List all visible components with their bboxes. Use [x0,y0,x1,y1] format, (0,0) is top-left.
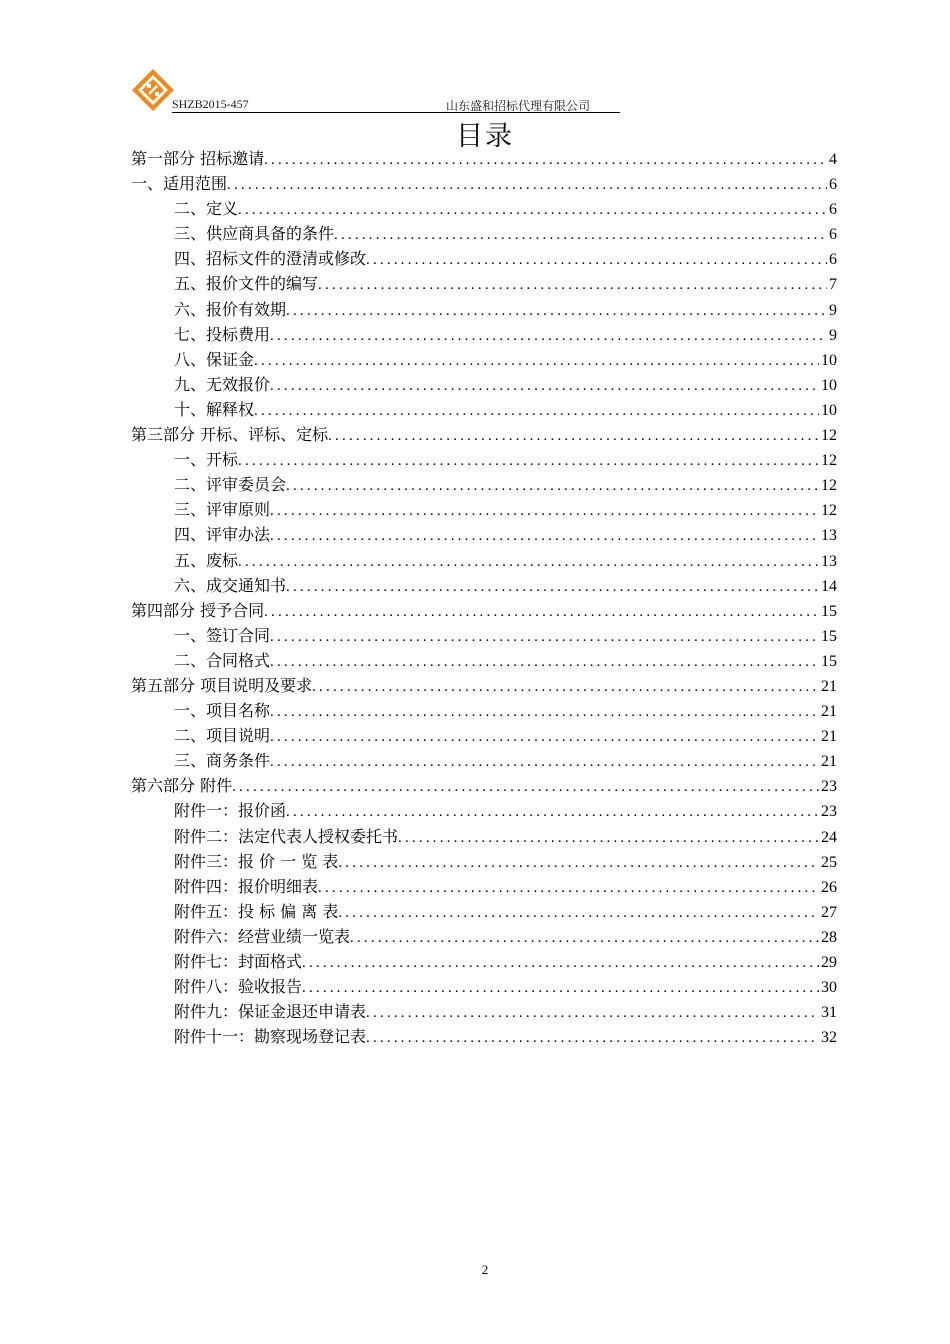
toc-entry-label: 二、评审委员会 [174,475,287,495]
toc-entry[interactable] [131,773,837,798]
toc-entry[interactable] [131,974,837,999]
toc-leader-dots [338,901,819,926]
toc-entry-page: 23 [821,803,837,821]
toc-leader-dots [312,675,819,700]
toc-entry[interactable] [131,372,837,397]
toc-entry-label: 三、评审原则 [174,500,271,520]
toc-entry[interactable] [131,146,837,171]
toc-leader-dots [398,826,819,851]
toc-entry[interactable] [131,949,837,974]
toc-entry-label: 一、项目名称 [174,701,271,721]
toc-leader-dots [318,876,819,901]
toc-entry[interactable] [131,472,837,497]
toc-entry[interactable] [131,297,837,322]
toc-leader-dots [264,148,827,173]
toc-entry-label: 六、成交通知书 [174,575,287,595]
toc-entry-page: 9 [829,301,837,319]
toc-leader-dots [334,223,827,248]
toc-entry-label: 七、投标费用 [174,324,271,344]
toc-leader-dots [227,173,827,198]
header-rule [172,112,620,113]
toc-entry-label: 第四部分 授予合同 [131,600,265,620]
toc-entry[interactable] [131,1024,837,1049]
toc-leader-dots [286,474,819,499]
toc-entry-page: 32 [821,1029,837,1047]
toc-entry-label: 附件五：投 标 偏 离 表 [174,901,339,921]
toc-entry-page: 15 [821,652,837,670]
toc-entry-page: 23 [821,778,837,796]
toc-leader-dots [270,524,819,549]
toc-entry-page: 12 [821,452,837,470]
toc-leader-dots [366,1026,819,1051]
toc-entry-page: 10 [821,401,837,419]
toc-leader-dots [270,499,819,524]
toc-entry-label: 二、项目说明 [174,726,271,746]
toc-entry[interactable] [131,748,837,773]
toc-leader-dots [350,926,819,951]
toc-entry-page: 10 [821,376,837,394]
toc-leader-dots [270,700,819,725]
toc-leader-dots [254,349,819,374]
toc-entry-page: 6 [829,176,837,194]
toc-entry-label: 六、报价有效期 [174,299,287,319]
toc-entry[interactable] [131,548,837,573]
toc-entry-label: 一、适用范围 [131,174,228,194]
toc-leader-dots [286,299,827,324]
toc-entry-page: 6 [829,251,837,269]
toc-entry-page: 21 [821,728,837,746]
toc-leader-dots [302,951,819,976]
toc-entry-label: 一、签订合同 [174,625,271,645]
toc-entry-page: 6 [829,201,837,219]
toc-entry[interactable] [131,798,837,823]
toc-entry-page: 7 [829,276,837,294]
toc-entry-page: 25 [821,853,837,871]
toc-entry-page: 10 [821,351,837,369]
toc-leader-dots [270,374,819,399]
toc-leader-dots [270,650,819,675]
toc-leader-dots [238,449,819,474]
page-number: 2 [481,1262,489,1277]
toc-entry-label: 五、废标 [174,550,239,570]
toc-entry-page: 24 [821,828,837,846]
toc-entry[interactable] [131,698,837,723]
toc-entry[interactable] [131,648,837,673]
toc-entry-page: 28 [821,928,837,946]
toc-entry[interactable] [131,598,837,623]
toc-entry-label: 八、保证金 [174,349,255,369]
toc-leader-dots [328,424,819,449]
toc-entry-page: 21 [821,703,837,721]
toc-entry[interactable] [131,723,837,748]
toc-leader-dots [286,575,819,600]
toc-leader-dots [264,600,819,625]
toc-entry-label: 附件二：法定代表人授权委托书 [174,826,399,846]
toc-entry[interactable] [131,196,837,221]
toc-entry[interactable] [131,246,837,271]
toc-entry-page: 12 [821,427,837,445]
company-logo-icon [130,67,176,113]
toc-entry-label: 第五部分 项目说明及要求 [131,675,313,695]
toc-entry-label: 附件六：经营业绩一览表 [174,926,351,946]
toc-entry-label: 附件九：保证金退还申请表 [174,1002,367,1022]
toc-leader-dots [238,198,827,223]
toc-entry[interactable] [131,673,837,698]
toc-entry-page: 12 [821,502,837,520]
toc-entry[interactable] [131,422,837,447]
toc-entry[interactable] [131,447,837,472]
toc-entry[interactable] [131,497,837,522]
toc-entry[interactable] [131,522,837,547]
toc-leader-dots [232,775,819,800]
toc-entry-page: 9 [829,326,837,344]
toc-entry-label: 四、评审办法 [174,525,271,545]
toc-leader-dots [238,550,819,575]
toc-entry-page: 13 [821,527,837,545]
toc-leader-dots [270,750,819,775]
toc-entry-label: 二、合同格式 [174,650,271,670]
toc-entry-page: 29 [821,954,837,971]
toc-leader-dots [338,851,819,876]
toc-entry[interactable] [131,623,837,648]
toc-entry-label: 附件三：报 价 一 览 表 [174,851,339,871]
toc-entry-label: 三、供应商具备的条件 [174,224,335,244]
toc-entry-label: 五、报价文件的编写 [174,274,319,294]
toc-entry-label: 附件七：封面格式 [174,952,303,971]
toc-leader-dots [318,273,827,298]
toc-leader-dots [270,324,827,349]
toc-leader-dots [270,725,819,750]
toc-entry-label: 第一部分 招标邀请 [131,149,265,168]
toc-entry-label: 附件四：报价明细表 [174,876,319,896]
toc-leader-dots [286,800,819,825]
toc-entry-label: 四、招标文件的澄清或修改 [174,249,367,269]
toc-entry-label: 二、定义 [174,199,239,219]
toc-entry[interactable] [131,322,837,347]
toc-entry[interactable] [131,874,837,899]
toc-entry-page: 26 [821,878,837,896]
toc-entry-label: 附件八：验收报告 [174,977,303,997]
toc-entry-page: 14 [821,577,837,595]
toc-leader-dots [366,248,827,273]
table-of-contents [131,146,837,1049]
toc-leader-dots [270,625,819,650]
toc-entry[interactable] [131,347,837,372]
toc-entry[interactable] [131,824,837,849]
toc-entry-page: 30 [821,979,837,997]
toc-entry[interactable] [131,271,837,296]
document-code: SHZB2015-457 [172,97,249,111]
toc-entry-label: 九、无效报价 [174,374,271,394]
toc-entry-page: 12 [821,477,837,495]
toc-entry-page: 21 [821,677,837,695]
toc-entry-page: 31 [821,1004,837,1022]
toc-entry-page: 21 [821,753,837,771]
toc-leader-dots [366,1001,819,1026]
toc-entry-label: 第三部分 开标、评标、定标 [131,425,329,445]
toc-entry-label: 附件十一：勘察现场登记表 [174,1027,367,1047]
toc-entry[interactable] [131,849,837,874]
toc-entry-page: 15 [821,602,837,620]
toc-entry[interactable] [131,924,837,949]
toc-entry[interactable] [131,899,837,924]
company-name: 山东盛和招标代理有限公司 [446,99,591,113]
toc-entry[interactable] [131,573,837,598]
toc-entry[interactable] [131,171,837,196]
toc-entry-label: 三、商务条件 [174,751,271,771]
toc-entry-label: 一、开标 [174,450,239,470]
toc-entry-page: 27 [821,903,837,921]
toc-entry[interactable] [131,999,837,1024]
toc-entry-page: 15 [821,627,837,645]
toc-leader-dots [302,976,819,1001]
toc-entry[interactable] [131,221,837,246]
toc-leader-dots [254,399,819,424]
toc-entry[interactable] [131,397,837,422]
toc-title: 目录 [456,121,514,152]
toc-entry-label: 十、解释权 [174,399,255,419]
toc-entry-page: 6 [829,226,837,244]
toc-entry-label: 第六部分 附件 [131,776,233,796]
toc-entry-label: 附件一：报价函 [174,801,287,821]
toc-entry-page: 4 [829,151,837,168]
toc-entry-page: 13 [821,552,837,570]
